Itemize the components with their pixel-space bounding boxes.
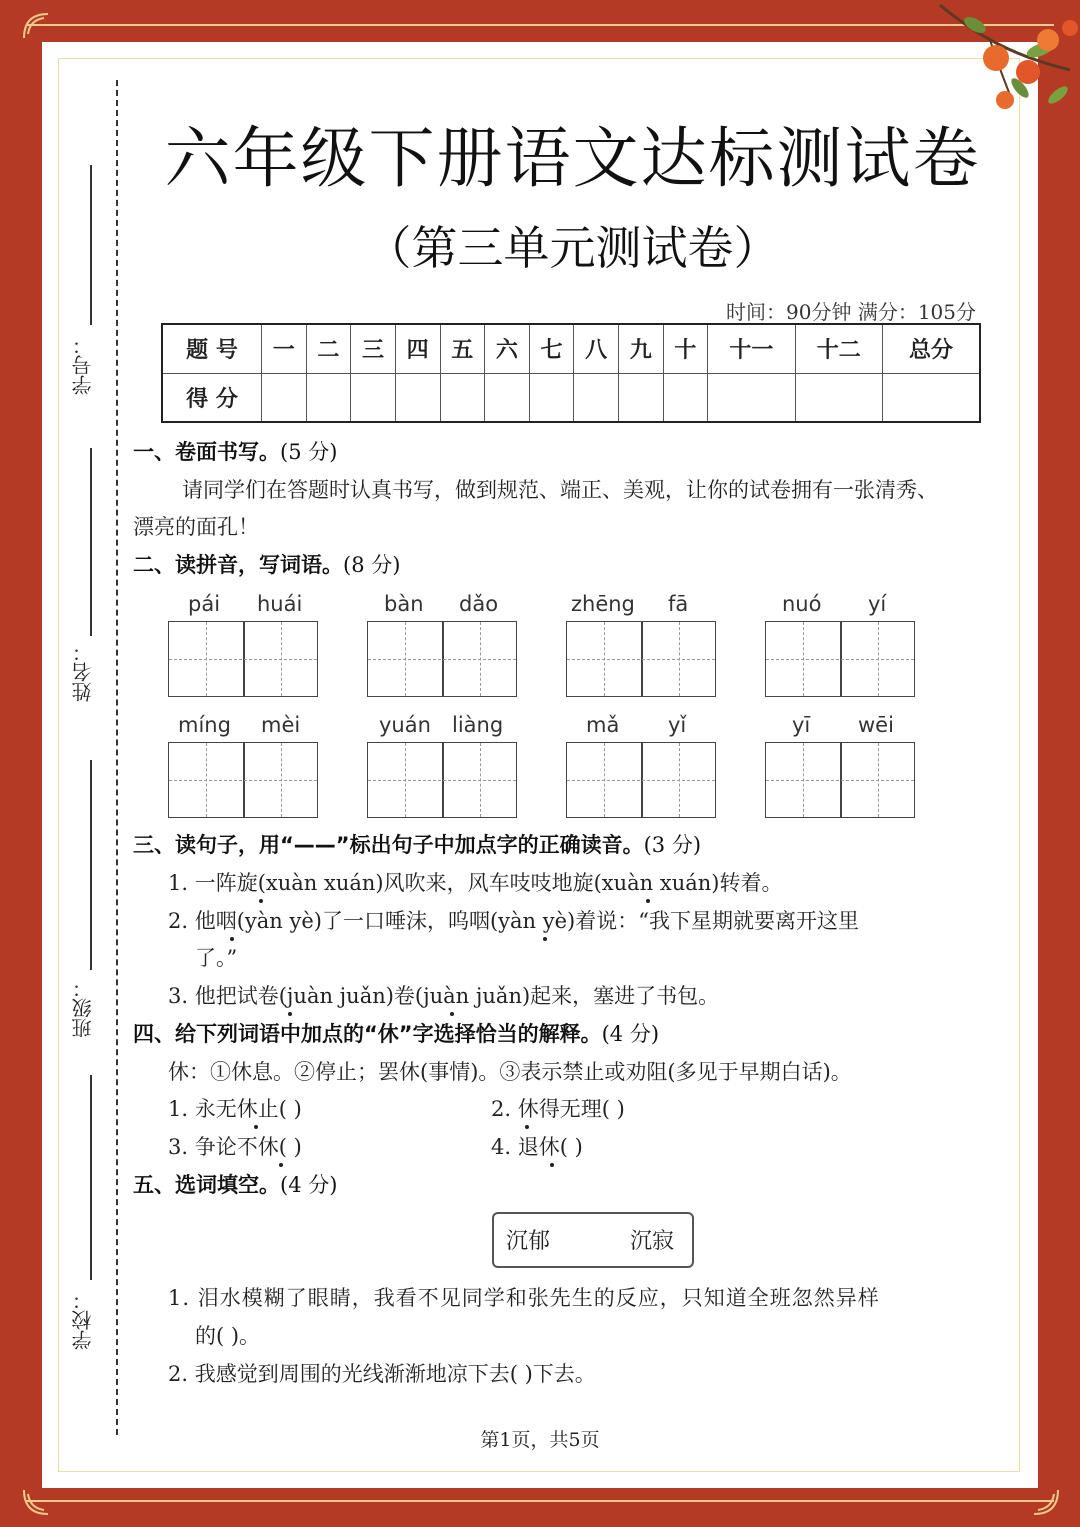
- emphasis-dot-icon: [450, 1012, 454, 1016]
- score-cell[interactable]: [795, 373, 882, 422]
- character-writing-box[interactable]: [765, 621, 915, 697]
- question-4-2: 2. 休得无理( ): [491, 1097, 625, 1121]
- emphasis-dot-icon: [254, 1125, 258, 1129]
- frame-top-line: [26, 24, 1054, 26]
- character-writing-box[interactable]: [168, 742, 318, 818]
- question-5-1-line1: 1. 泪水模糊了眼睛，我看不见同学和张先生的反应，只知道全班忽然异样: [168, 1286, 880, 1310]
- section-title: 四、给下列词语中加点的“休”字选择恰当的解释。: [133, 1022, 602, 1046]
- question-3-2-line1: 2. 他咽(yàn yè)了一口唾沫，呜咽(yàn yè)着说：“我下星期就要离开这里: [168, 909, 859, 933]
- character-writing-box[interactable]: [765, 742, 915, 818]
- section-4-heading: [133, 1018, 659, 1048]
- table-header-cell: 十: [663, 324, 708, 373]
- score-cell[interactable]: [883, 373, 981, 422]
- pinyin-label: yuán: [379, 713, 431, 737]
- exam-meta: 时间：90分钟 满分：105分: [726, 300, 976, 324]
- section-3-heading: [133, 829, 701, 859]
- pinyin-label: bàn: [384, 592, 424, 616]
- table-header-cell: 题 号: [162, 324, 262, 373]
- character-writing-box[interactable]: [367, 742, 517, 818]
- question-4-1: 1. 永无休止( ): [168, 1097, 302, 1121]
- table-header-cell: 十一: [708, 324, 795, 373]
- table-row: [162, 324, 980, 373]
- emphasis-dot-icon: [525, 1125, 529, 1129]
- question-3-3: 3. 他把试卷(juàn juǎn)卷(juàn juǎn)起来，塞进了书包。: [168, 984, 720, 1008]
- page-footer: 第1页，共5页: [480, 1429, 600, 1451]
- section-points: (4 分): [601, 1022, 660, 1046]
- corner-ornament-icon: [20, 8, 54, 42]
- pinyin-label: yí: [868, 592, 887, 616]
- frame-bottom-line: [26, 1500, 1054, 1502]
- school-label: 学校：: [71, 1290, 95, 1350]
- pinyin-label: nuó: [782, 592, 822, 616]
- corner-ornament-icon: [1028, 1486, 1062, 1520]
- score-cell[interactable]: [262, 373, 307, 422]
- pinyin-label: míng: [178, 713, 231, 737]
- score-cell[interactable]: [529, 373, 574, 422]
- section-points: (3 分): [643, 833, 702, 857]
- question-5-2: 2. 我感觉到周围的光线渐渐地凉下去( )下去。: [168, 1362, 596, 1386]
- section-title: 五、选词填空。: [133, 1173, 280, 1197]
- score-cell[interactable]: [440, 373, 485, 422]
- persimmon-branch-icon: [930, 0, 1080, 120]
- question-4-4: 4. 退休( ): [491, 1135, 583, 1159]
- character-writing-box[interactable]: [566, 621, 716, 697]
- section-title: 一、卷面书写。: [133, 440, 280, 464]
- pinyin-label: mèi: [261, 713, 301, 737]
- score-cell[interactable]: [663, 373, 708, 422]
- pinyin-label: pái: [188, 592, 221, 616]
- emphasis-dot-icon: [259, 899, 263, 903]
- school-line: [90, 1075, 92, 1280]
- section-points: (4 分): [280, 1173, 338, 1197]
- section-5-heading: [133, 1169, 337, 1199]
- character-writing-box[interactable]: [168, 621, 318, 697]
- table-row-label: 得 分: [162, 373, 262, 422]
- character-writing-box[interactable]: [566, 742, 716, 818]
- question-4-3: 3. 争论不休( ): [168, 1135, 302, 1159]
- student-name-label: 姓名：: [71, 642, 95, 702]
- pinyin-label: wēi: [858, 713, 894, 737]
- section-points: (8 分): [343, 553, 401, 577]
- student-name-line: [90, 448, 92, 636]
- emphasis-dot-icon: [550, 1163, 554, 1167]
- section-1-text-line1: 请同学们在答题时认真书写，做到规范、端正、美观，让你的试卷拥有一张清秀、: [182, 478, 938, 502]
- pinyin-label: huái: [257, 592, 303, 616]
- section-1-text-line2: 漂亮的面孔！: [133, 515, 259, 539]
- class-line: [90, 760, 92, 970]
- pinyin-label: dǎo: [459, 592, 499, 616]
- pinyin-label: liàng: [452, 713, 504, 737]
- table-header-cell: 八: [574, 324, 619, 373]
- score-cell[interactable]: [708, 373, 795, 422]
- pinyin-label: fā: [668, 592, 689, 616]
- score-table: [161, 323, 981, 423]
- page-subtitle: （第三单元测试卷）: [365, 221, 780, 275]
- definition-line: 休：①休息。②停止；罢休(事情)。③表示禁止或劝阻(多见于早期白话)。: [168, 1060, 852, 1084]
- table-header-cell: 四: [395, 324, 440, 373]
- emphasis-dot-icon: [230, 937, 234, 941]
- table-header-cell: 二: [306, 324, 351, 373]
- score-cell[interactable]: [351, 373, 396, 422]
- table-header-cell: 十二: [795, 324, 882, 373]
- score-cell[interactable]: [619, 373, 664, 422]
- pinyin-label: yī: [792, 713, 811, 737]
- binding-dashed-line: [116, 80, 118, 1435]
- section-1-heading: [133, 436, 337, 466]
- pinyin-label: mǎ: [586, 713, 620, 737]
- emphasis-dot-icon: [288, 1012, 292, 1016]
- section-points: (5 分): [280, 440, 338, 464]
- section-2-heading: [133, 549, 400, 579]
- table-header-cell: 六: [485, 324, 530, 373]
- page-title: 六年级下册语文达标测试卷: [164, 120, 981, 197]
- question-5-1-line2: 的( )。: [195, 1324, 261, 1348]
- section-title: 三、读句子，用“——”标出句子中加点字的正确读音。: [133, 833, 644, 857]
- score-cell[interactable]: [574, 373, 619, 422]
- section-title: 二、读拼音，写词语。: [133, 553, 343, 577]
- word-option-1: 沉郁: [506, 1229, 551, 1254]
- score-cell[interactable]: [306, 373, 351, 422]
- question-3-2-line2: 了。”: [195, 946, 238, 970]
- table-header-cell: 五: [440, 324, 485, 373]
- emphasis-dot-icon: [279, 1163, 283, 1167]
- pinyin-label: zhēng: [571, 592, 635, 616]
- question-3-1: 1. 一阵旋(xuàn xuán)风吹来，风车吱吱地旋(xuàn xuán)转着。: [168, 871, 783, 895]
- emphasis-dot-icon: [646, 899, 650, 903]
- table-header-cell: 三: [351, 324, 396, 373]
- table-row: [162, 373, 980, 422]
- score-cell[interactable]: [485, 373, 530, 422]
- student-id-line: [90, 165, 92, 325]
- pinyin-label: yǐ: [668, 713, 687, 737]
- table-header-cell: 九: [619, 324, 664, 373]
- word-option-2: 沉寂: [630, 1229, 675, 1254]
- table-header-cell: 七: [529, 324, 574, 373]
- table-header-cell: 总分: [883, 324, 981, 373]
- word-choice-box: [492, 1212, 694, 1268]
- character-writing-box[interactable]: [367, 621, 517, 697]
- corner-ornament-icon: [20, 1486, 54, 1520]
- emphasis-dot-icon: [543, 937, 547, 941]
- class-label: 班级：: [71, 978, 95, 1038]
- score-cell[interactable]: [395, 373, 440, 422]
- table-header-cell: 一: [262, 324, 307, 373]
- student-id-label: 学号：: [71, 335, 95, 395]
